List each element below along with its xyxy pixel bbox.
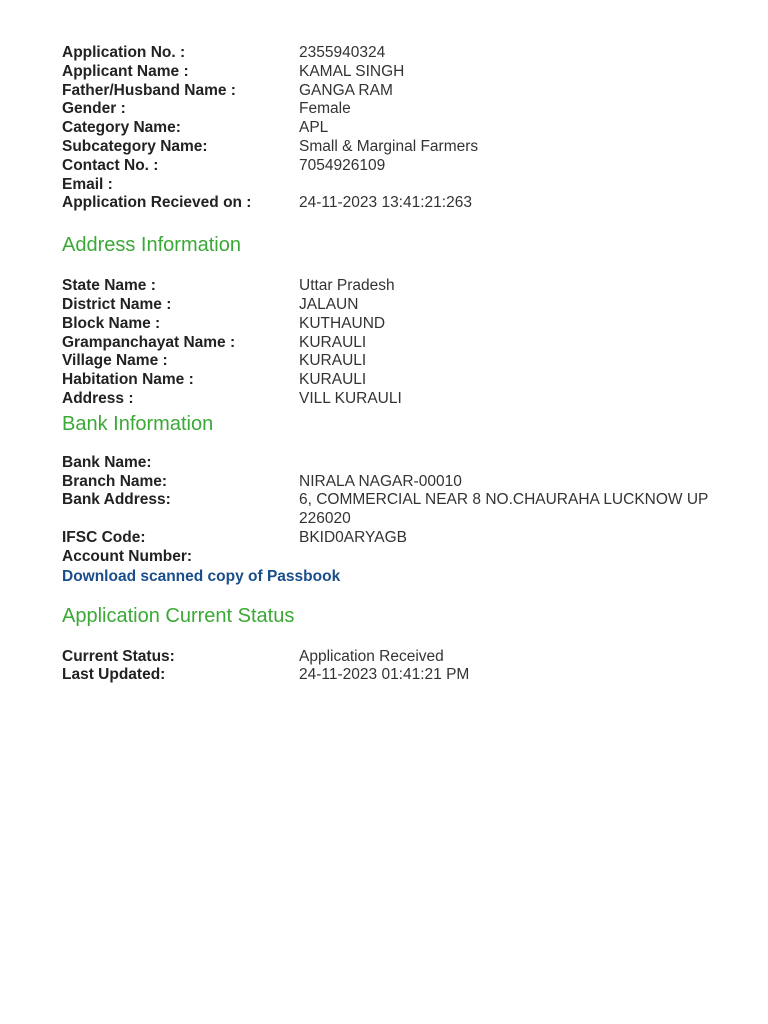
applicant-details-table: [62, 44, 732, 213]
state-name-label: State Name :: [62, 277, 156, 295]
application-received-value: 24-11-2023 13:41:21:263: [299, 194, 472, 212]
current-status-label: Current Status:: [62, 647, 175, 665]
application-no-value: 2355940324: [299, 44, 386, 61]
table-row: [62, 100, 732, 119]
bank-section-title: Bank Information: [62, 412, 214, 435]
current-status-value: Application Received: [299, 647, 444, 665]
download-passbook-link[interactable]: Download scanned copy of Passbook: [62, 567, 341, 585]
subcategory-name-value: Small & Marginal Farmers: [299, 137, 479, 155]
table-row: [62, 390, 732, 409]
status-section-title: Application Current Status: [62, 604, 295, 627]
branch-name-label: Branch Name:: [62, 472, 168, 490]
block-name-value: KUTHAUND: [299, 314, 386, 332]
applicant-name-label: Applicant Name :: [62, 62, 189, 80]
applicant-name-value: KAMAL SINGH: [299, 62, 405, 80]
application-received-label: Application Recieved on :: [62, 194, 252, 212]
habitation-name-label: Habitation Name :: [62, 371, 194, 389]
bank-address-label: Bank Address:: [62, 491, 171, 509]
last-updated-label: Last Updated:: [62, 666, 166, 684]
table-row: [62, 666, 732, 685]
table-row: [62, 315, 732, 334]
category-name-value: APL: [299, 119, 329, 137]
father-husband-name-label: Father/Husband Name :: [62, 81, 236, 99]
account-number-label: Account Number:: [62, 547, 193, 565]
table-row: [62, 548, 732, 567]
table-row: [62, 63, 732, 82]
bank-address-value: 6, COMMERCIAL NEAR 8 NO.CHAURAHA LUCKNOW UP 226020: [299, 491, 709, 528]
bank-details-table: [62, 454, 732, 567]
table-row: [62, 194, 732, 213]
contact-no-value: 7054926109: [299, 156, 386, 174]
table-row: [62, 334, 732, 353]
contact-no-label: Contact No. :: [62, 156, 159, 174]
state-name-value: Uttar Pradesh: [299, 277, 395, 295]
address-section-title: Address Information: [62, 234, 241, 257]
subcategory-name-label: Subcategory Name:: [62, 137, 208, 155]
bank-name-value: [299, 454, 732, 473]
table-row: [62, 277, 732, 296]
email-label: Email :: [62, 175, 113, 193]
table-row: [62, 454, 732, 473]
table-row: [62, 352, 732, 371]
email-value: [299, 176, 732, 195]
branch-name-value: NIRALA NAGAR-00010: [299, 472, 462, 490]
district-name-value: JALAUN: [299, 295, 359, 313]
address-details-table: [62, 277, 732, 409]
status-details-table: [62, 648, 732, 686]
village-name-label: Village Name :: [62, 352, 168, 370]
table-row: [62, 648, 732, 667]
category-name-label: Category Name:: [62, 119, 181, 137]
table-row: [62, 82, 732, 101]
table-row: [62, 138, 732, 157]
table-row: [62, 296, 732, 315]
table-row: [62, 176, 732, 195]
table-row: [62, 44, 732, 63]
block-name-label: Block Name :: [62, 314, 161, 332]
grampanchayat-name-label: Grampanchayat Name :: [62, 333, 236, 351]
table-row: [62, 371, 732, 390]
district-name-label: District Name :: [62, 295, 172, 313]
application-no-label: Application No. :: [62, 44, 186, 61]
ifsc-code-label: IFSC Code:: [62, 528, 146, 546]
address-value: VILL KURAULI: [299, 389, 402, 407]
table-row: [62, 119, 732, 138]
last-updated-value: 24-11-2023 01:41:21 PM: [299, 666, 470, 684]
ifsc-code-value: BKID0ARYAGB: [299, 528, 407, 546]
father-husband-name-value: GANGA RAM: [299, 81, 393, 99]
address-label: Address :: [62, 389, 134, 407]
village-name-value: KURAULI: [299, 352, 367, 370]
bank-name-label: Bank Name:: [62, 453, 152, 471]
grampanchayat-name-value: KURAULI: [299, 333, 367, 351]
table-row: [62, 157, 732, 176]
habitation-name-value: KURAULI: [299, 371, 367, 389]
account-number-value: [299, 548, 732, 567]
table-row: [62, 473, 732, 492]
table-row: [62, 491, 732, 529]
gender-label: Gender :: [62, 100, 126, 118]
table-row: [62, 529, 732, 548]
gender-value: Female: [299, 100, 351, 118]
